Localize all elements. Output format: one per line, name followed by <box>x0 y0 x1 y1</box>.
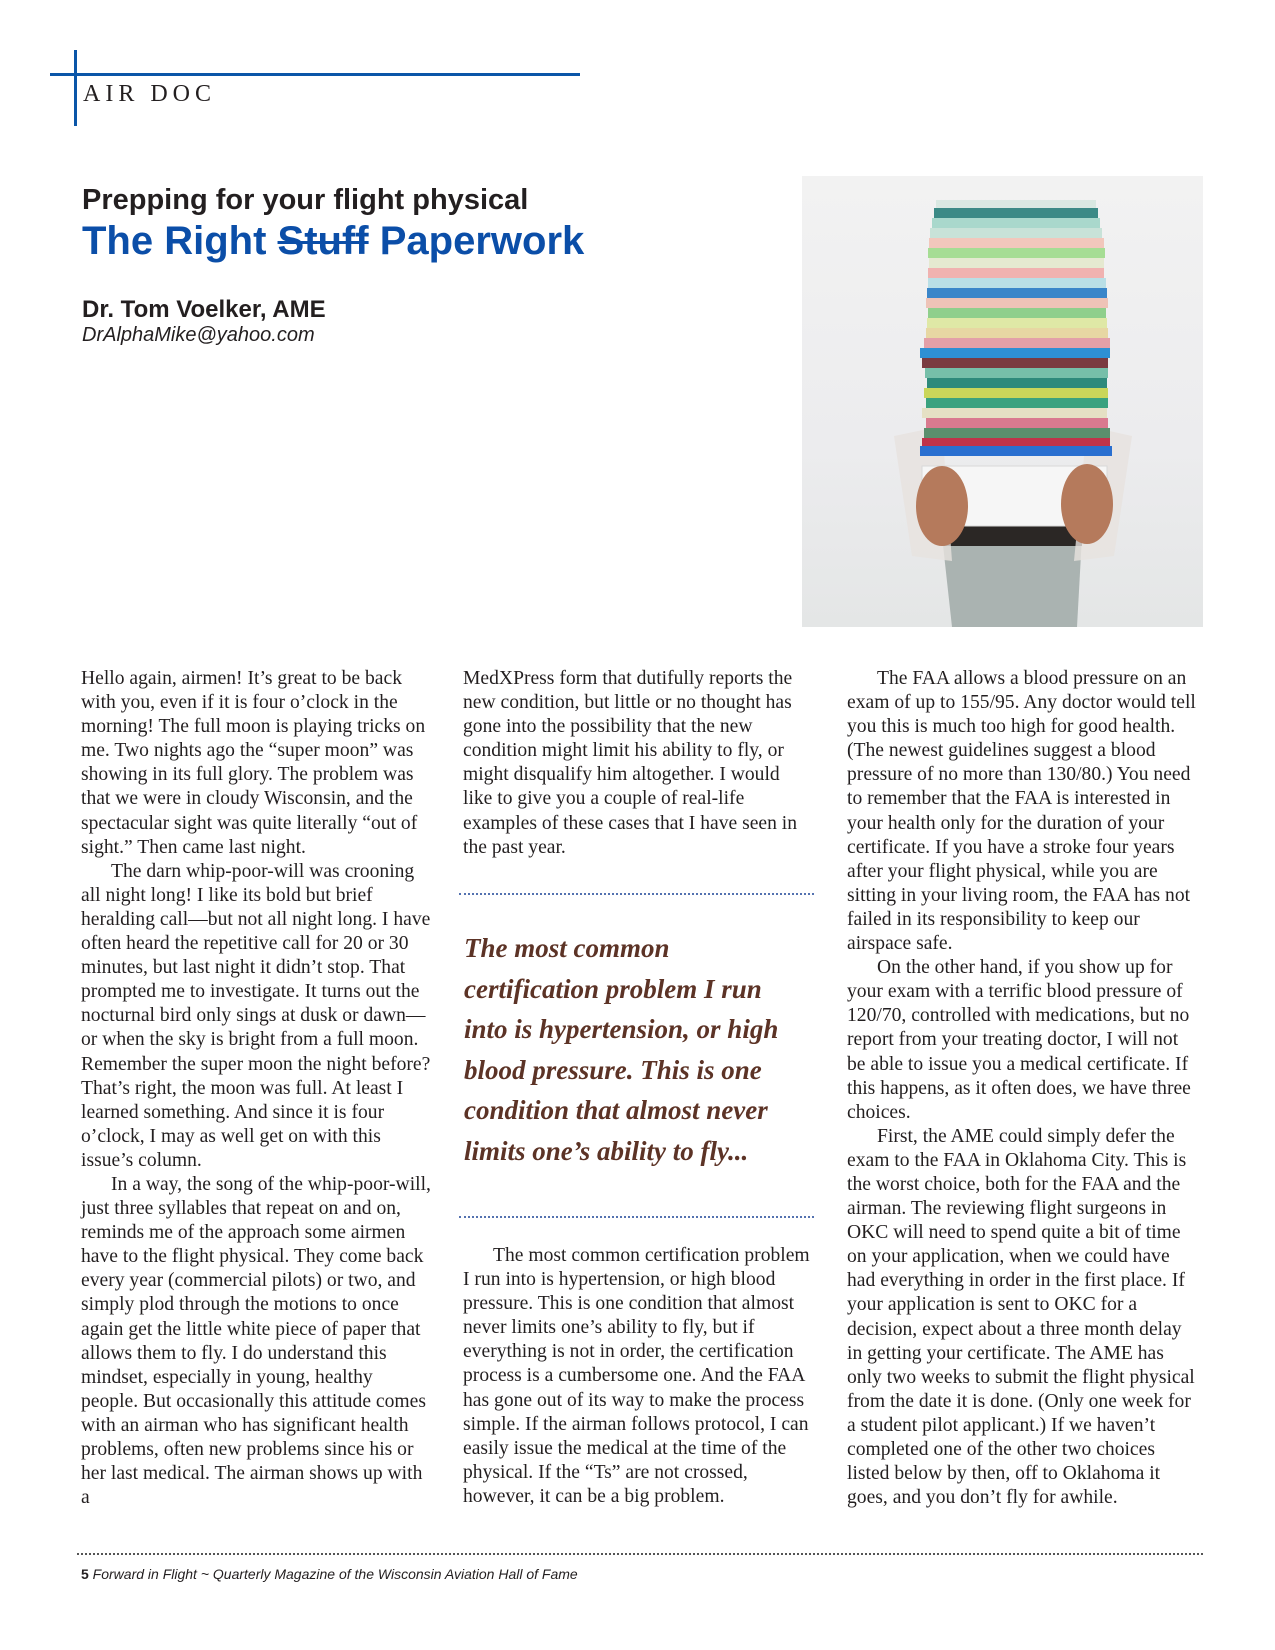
paragraph: The FAA allows a blood pressure on an exam of up to 155/95. Any doctor would tell you this is much too high for good health. (The newest guidelines suggest a blood pressure of no more than 130/80.) You need to remember that the FAA is interested in your health only for the duration of your certificate. If you have a stroke four years after your flight physical, while you are sitting in your living room, the FAA has not failed in its responsibility to keep our airspace safe. <box>847 668 1196 955</box>
article-column-2-bottom <box>463 1244 813 1509</box>
article-title <box>82 219 584 264</box>
author-email: DrAlphaMike@yahoo.com <box>82 324 315 346</box>
section-label: AIR DOC <box>83 81 217 107</box>
pull-quote-rule-bottom <box>459 1216 814 1218</box>
article-column-3 <box>847 667 1197 1510</box>
article-column-2-top <box>463 667 813 860</box>
paragraph: The darn whip-poor-will was crooning all night long! I like its bold but brief heralding call—but not all night long. I have often heard the repetitive call for 20 or 30 minutes, but last night it didn’t stop. That prompted me to investigate. It turns out the nocturnal bird only sings at dusk or dawn—or when the sky is bright from a full moon. Remember the super moon the night before? That’s right, the moon was full. At least I learned something. And since it is four o’clock, I may as well get on with this issue’s column. <box>81 860 431 1171</box>
title-part-2: Paperwork <box>368 219 585 263</box>
header-rule-vertical <box>74 50 77 126</box>
publication-name: Forward in Flight ~ Quarterly Magazine of the Wisconsin Aviation Hall of Fame <box>88 1566 578 1582</box>
pull-quote: The most common certification problem I run into is hypertension, or high blood pressure. This is one condition that almost never limits one’s ability to fly... <box>464 933 779 1166</box>
paragraph: Hello again, airmen! It’s great to be back with you, even if it is four o’clock in the morning! The full moon is playing tricks on me. Two nights ago the “super moon” was showing in its full glory. The problem was that we were in cloudy Wisconsin, and the spectacular sight was quite literally “out of sight.” Then came last night. <box>81 668 426 858</box>
paragraph: First, the AME could simply defer the exam to the FAA in Oklahoma City. This is the worst choice, both for the FAA and the airman. The reviewing flight surgeons in OKC will need to spend quite a bit of time on your application, when we could have had everything in order in the first place. If your application is sent to OKC for a decision, expect about a three month delay in getting your certificate. The AME has only two weeks to submit the flight physical from the date it is done. (Only one week for a student pilot applicant.) If we haven’t completed one of the other two choices listed below by then, off to Oklahoma it goes, and you don’t fly for awhile. <box>847 1125 1195 1509</box>
page-number: 5 <box>81 1566 89 1582</box>
paper-stack-illustration <box>802 176 1203 627</box>
article-photo <box>802 176 1203 627</box>
paragraph: In a way, the song of the whip-poor-will, just three syllables that repeat on and on, reminds me of the approach some airmen have to the flight physical. They come back every year (commercial pilots) or two, and simply plod through the motions to once again get the little white piece of paper that allows them to fly. I do understand this mindset, especially in young, healthy people. But occasionally this attitude comes with an airman who has significant health problems, often new problems since his or her last medical. The airman shows up with a <box>81 1173 431 1509</box>
article-subtitle: Prepping for your flight physical <box>82 184 529 216</box>
paragraph: MedXPress form that dutifully reports the new condition, but little or no thought has gone into the possibility that the new condition might limit his ability to fly, or might disqualify him altogether. I would like to give you a couple of real-life examples of these cases that I have seen in the past year. <box>463 668 798 858</box>
footer-rule <box>77 1553 1203 1555</box>
page-footer <box>81 1566 578 1582</box>
title-struck-word: Stuff <box>277 219 369 263</box>
title-part-1: The Right <box>82 219 278 263</box>
header-rule-horizontal <box>50 73 580 76</box>
article-column-1 <box>81 667 431 1510</box>
pull-quote-rule-top <box>459 893 814 895</box>
author-name: Dr. Tom Voelker, AME <box>82 296 326 323</box>
paragraph: On the other hand, if you show up for your exam with a terrific blood pressure of 120/70, controlled with medications, but no report from your treating doctor, I will not be able to issue you a medical certificate. If this happens, as it often does, we have three choices. <box>847 957 1191 1123</box>
paragraph: The most common certification problem I run into is hypertension, or high blood pressure. This is one condition that almost never limits one’s ability to fly, but if everything is not in order, the certification process is a cumbersome one. And the FAA has gone out of its way to make the process simple. If the airman follows protocol, I can easily issue the medical at the time of the physical. If the “Ts” are not crossed, however, it can be a big problem. <box>463 1245 810 1507</box>
